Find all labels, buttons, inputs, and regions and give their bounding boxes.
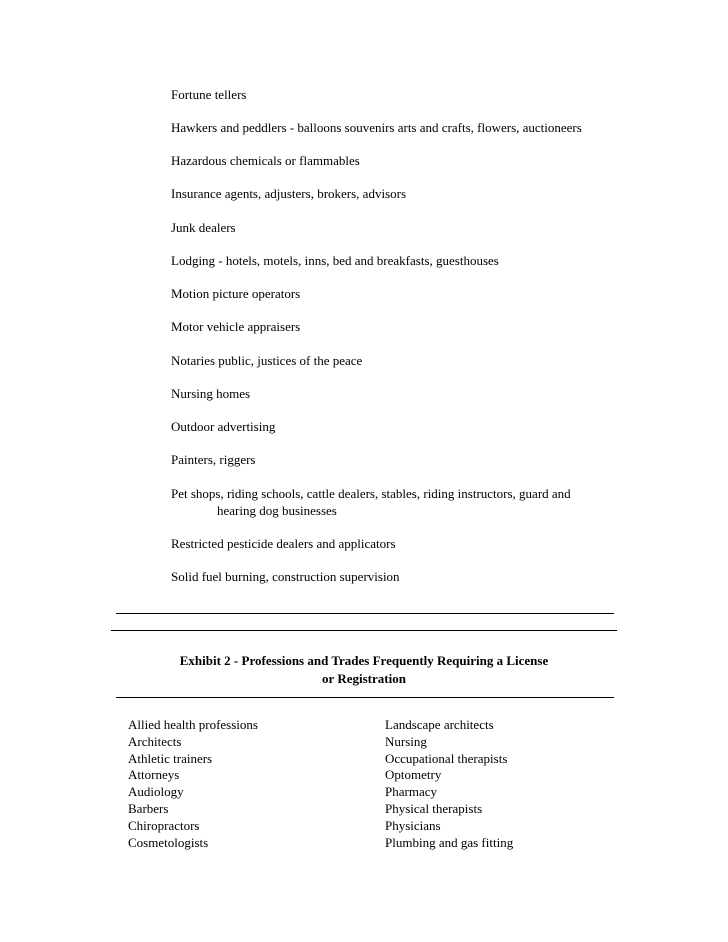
list-item: Notaries public, justices of the peace <box>171 353 363 368</box>
list-item: Architects <box>128 733 182 749</box>
list-item-continuation: hearing dog businesses <box>217 503 337 518</box>
list-item: Allied health professions <box>128 717 258 732</box>
list-item: Motion picture operators <box>171 286 301 301</box>
list-item: Junk dealers <box>171 220 236 235</box>
list-item: Chiropractors <box>128 817 200 833</box>
list-item: Cosmetologists <box>128 834 209 850</box>
professions-right-column <box>385 717 513 851</box>
list-item: Outdoor advertising <box>171 419 276 434</box>
list-item: Occupational therapists <box>385 750 508 766</box>
divider <box>116 613 614 614</box>
list-item: Nursing <box>385 733 427 749</box>
list-item: Athletic trainers <box>128 750 213 766</box>
list-item: Hawkers and peddlers - balloons souvenirs arts and crafts, flowers, auctioneers <box>171 120 582 135</box>
list-item: Solid fuel burning, construction supervision <box>171 569 400 584</box>
list-item: Barbers <box>128 800 169 816</box>
list-item: Fortune tellers <box>171 87 247 102</box>
list-item-text: Pet shops, riding schools, cattle dealers, stables, riding instructors, guard and <box>171 486 571 501</box>
divider <box>111 630 617 631</box>
list-item: Nursing homes <box>171 386 251 401</box>
list-item: Physicians <box>385 817 441 833</box>
list-item: Physical therapists <box>385 800 483 816</box>
list-item: Plumbing and gas fitting <box>385 834 514 850</box>
list-item: Optometry <box>385 767 442 783</box>
list-item: Landscape architects <box>385 717 494 732</box>
list-item: Restricted pesticide dealers and applicators <box>171 536 396 551</box>
list-item: Pharmacy <box>385 784 437 800</box>
list-item: Insurance agents, adjusters, brokers, advisors <box>171 186 407 201</box>
exhibit-title-line2: or Registration <box>322 671 406 686</box>
list-item <box>171 485 571 519</box>
list-item: Painters, riggers <box>171 452 256 467</box>
exhibit-title-line1: Exhibit 2 - Professions and Trades Frequently Requiring a License <box>179 653 549 668</box>
divider <box>116 697 614 698</box>
list-item: Motor vehicle appraisers <box>171 319 301 334</box>
exhibit-title <box>111 652 617 688</box>
list-item: Lodging - hotels, motels, inns, bed and breakfasts, guesthouses <box>171 253 499 268</box>
list-item: Hazardous chemicals or flammables <box>171 153 360 168</box>
list-item: Audiology <box>128 784 184 800</box>
list-item: Attorneys <box>128 767 180 783</box>
professions-left-column <box>128 717 258 851</box>
